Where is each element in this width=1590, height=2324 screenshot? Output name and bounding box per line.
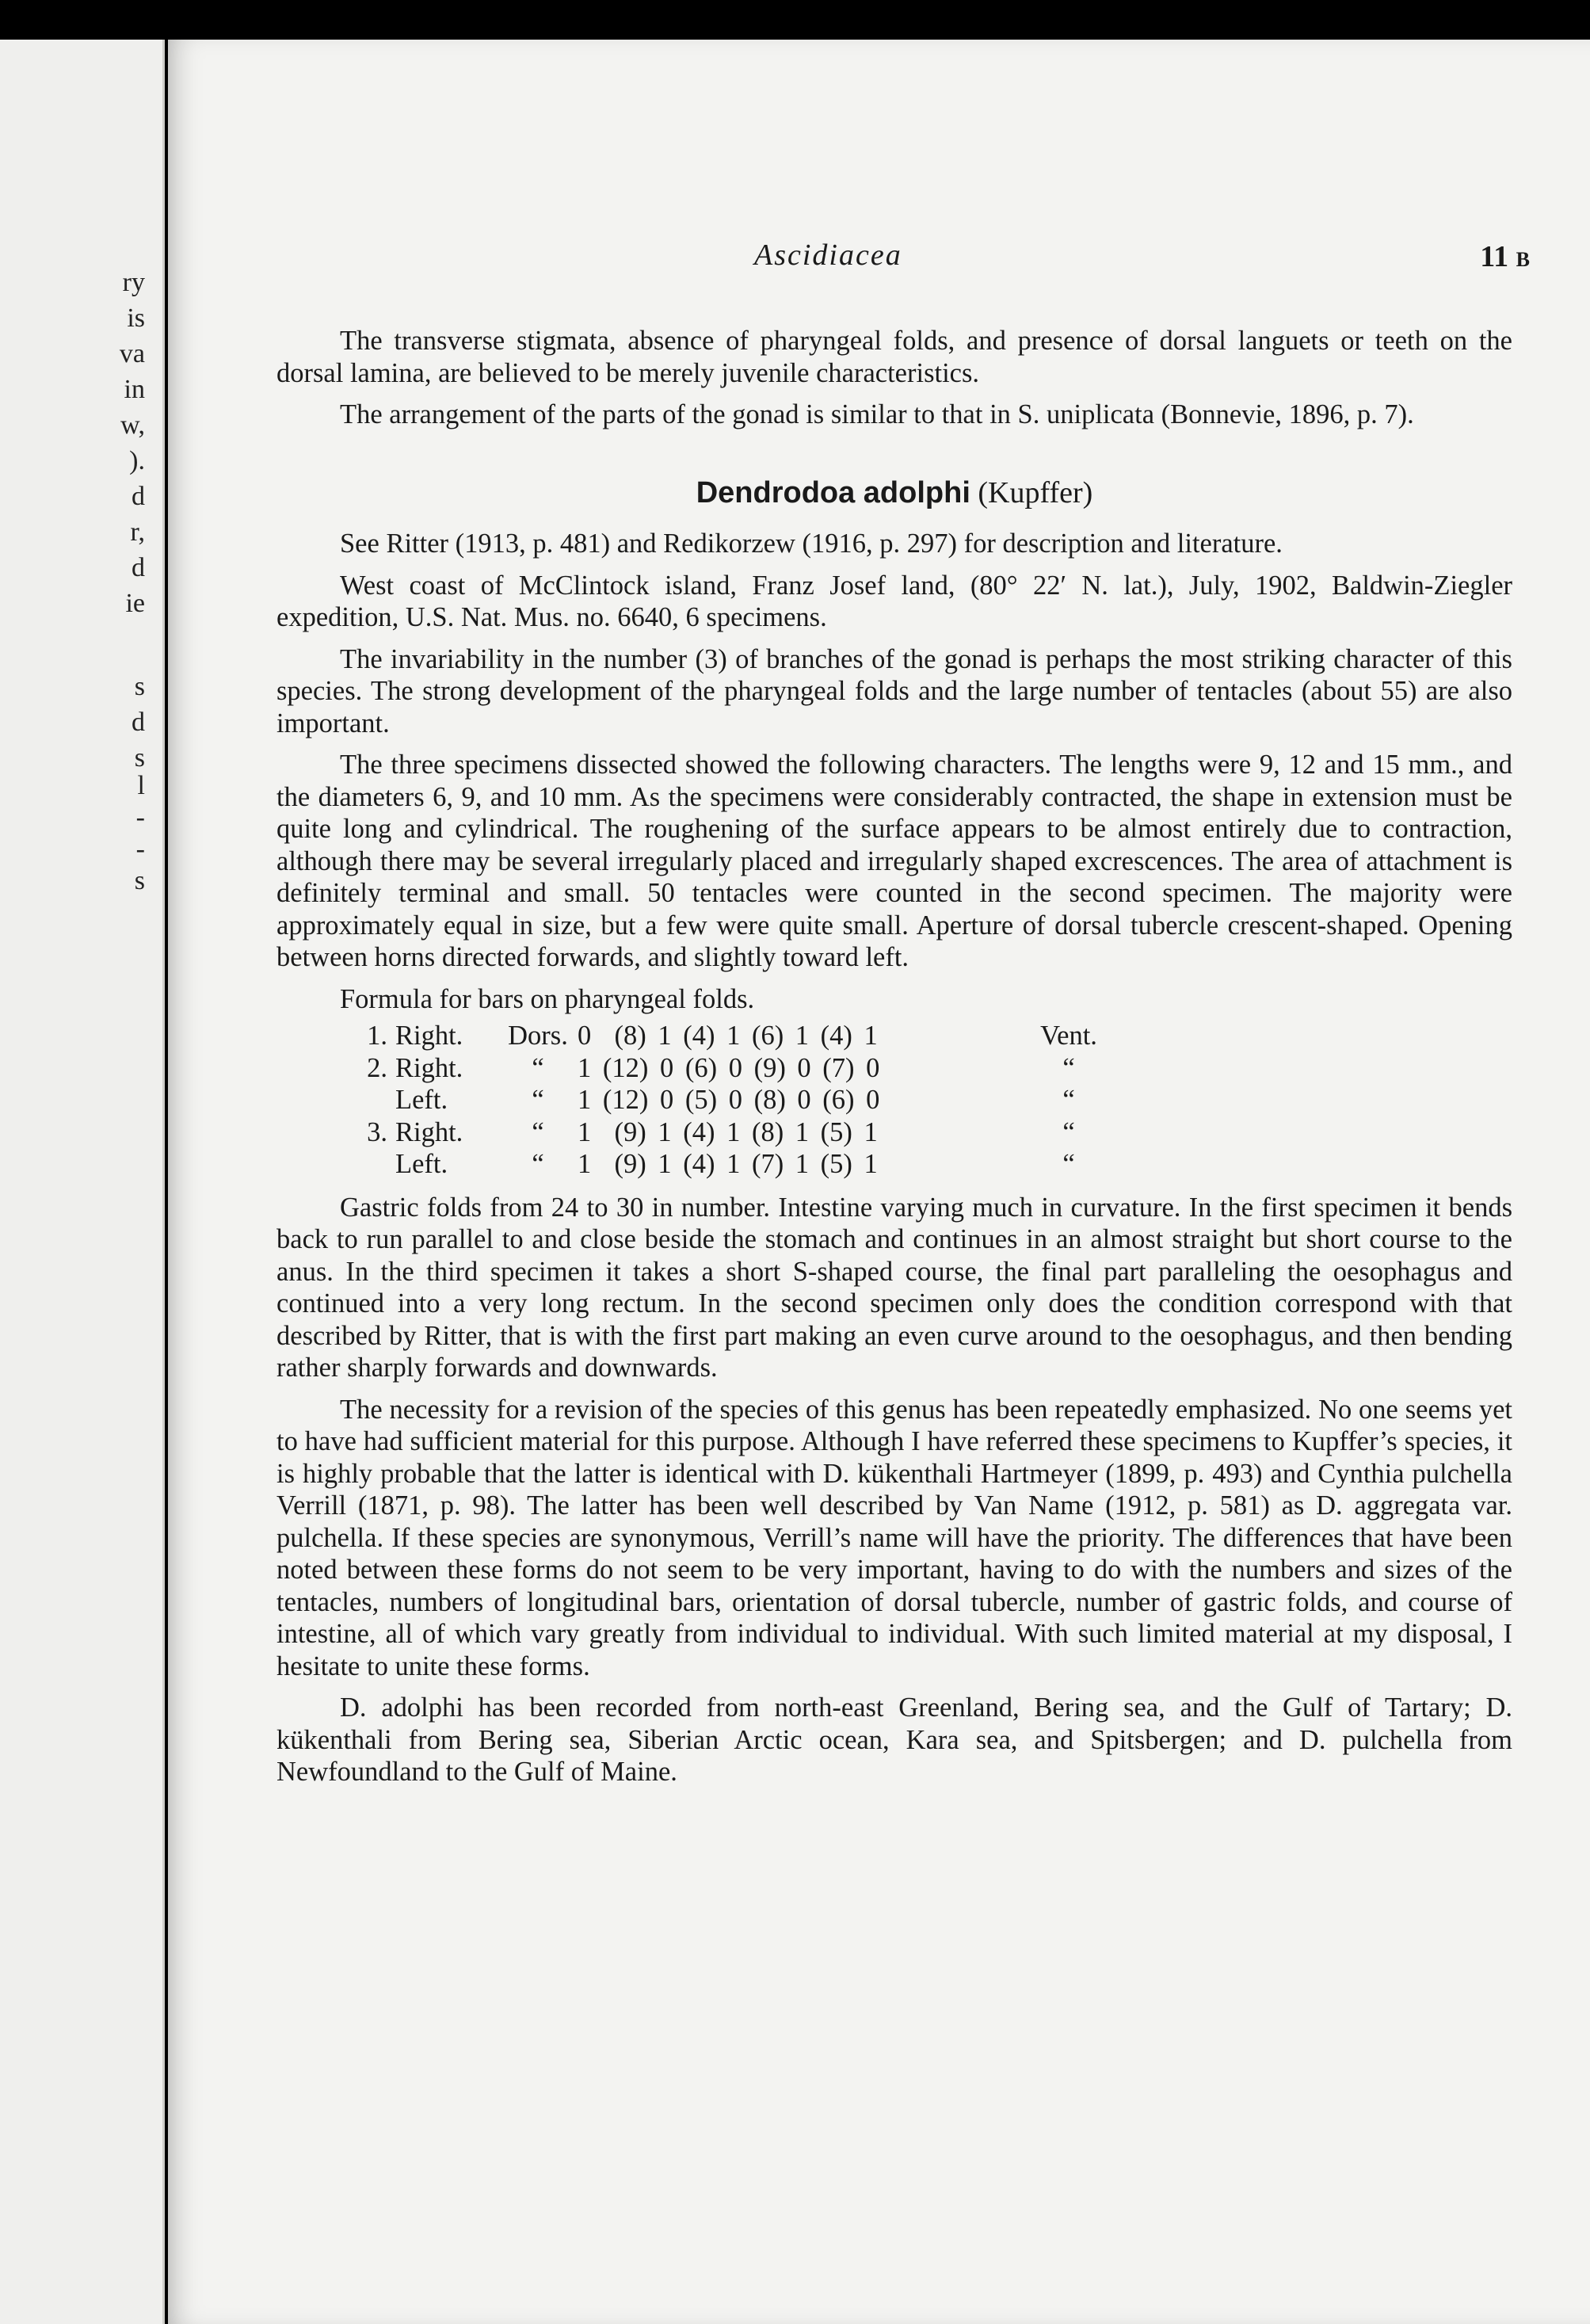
- formula-side: Right.: [395, 1052, 463, 1083]
- species-author: (Kupffer): [978, 475, 1093, 509]
- formula-table: [340, 1020, 1512, 1181]
- formula-ventral: “: [1062, 1052, 1075, 1083]
- formula-side: Left.: [395, 1149, 448, 1179]
- left-page-fragment: w,: [120, 410, 145, 440]
- left-page-fragment: l: [137, 771, 145, 800]
- left-page-fragment: ).: [129, 446, 145, 475]
- page-number: [1480, 239, 1530, 274]
- left-page-fragment: d: [132, 553, 145, 582]
- formula-sequence: 1 (9) 1 (4) 1 (8) 1 (5) 1: [578, 1116, 878, 1147]
- formula-row: [340, 1020, 1512, 1052]
- paragraph: The arrangement of the parts of the gonad is similar to that in S. uniplicata (Bonnevie, 1896, p. 7).: [340, 399, 1414, 429]
- formula-row: [340, 1052, 1512, 1085]
- left-page-fragment: ry: [122, 268, 145, 297]
- left-page-fragment: ie: [125, 589, 145, 618]
- left-page-fragment: -: [135, 803, 145, 832]
- formula-ventral: “: [1062, 1116, 1075, 1147]
- formula-specimen: 3.: [367, 1116, 387, 1147]
- left-page-fragment: r,: [130, 517, 145, 547]
- running-title: Ascidiacea: [754, 239, 902, 272]
- left-page-fragment: is: [127, 303, 145, 333]
- formula-specimen: [340, 1148, 395, 1181]
- formula-specimen: 2.: [367, 1052, 387, 1083]
- paragraph: The transverse stigmata, absence of pharyngeal folds, and presence of dorsal languets or teeth on the dorsal lamina, are believed to be merely juvenile characteristics.: [276, 326, 1512, 388]
- left-page-fragment: va: [119, 339, 145, 368]
- formula-specimen: [340, 1084, 395, 1116]
- paragraph: West coast of McClintock island, Franz Josef land, (80° 22′ N. lat.), July, 1902, Baldwin-Ziegler expedition, U.S. Nat. Mus. no. 6640, 6 specimens.: [276, 570, 1512, 632]
- formula-dorsal: Dors.: [508, 1021, 568, 1051]
- left-page-fragment: -: [135, 834, 145, 864]
- formula-ventral: “: [1062, 1085, 1075, 1115]
- formula-sequence: 1 (12) 0 (5) 0 (8) 0 (6) 0: [578, 1085, 880, 1115]
- formula-sequence: 1 (9) 1 (4) 1 (7) 1 (5) 1: [578, 1149, 878, 1179]
- formula-ventral: “: [1062, 1149, 1075, 1179]
- paragraph: Gastric folds from 24 to 30 in number. Intestine varying much in curvature. In the first specimen it bends back to run parallel to and close beside the stomach and continues in an almost straight but short course to the anus. In the third specimen it takes a short S-shaped course, the final part paralleling the oesophagus and continued into a very long rectum. In the second specimen only does the condition correspond with that described by Ritter, that is with the first part making an even curve around to the oesophagus, and then bending rather sharply forwards and downwards.: [276, 1192, 1512, 1383]
- left-page-fragment: s: [134, 743, 145, 773]
- species-name: Dendrodoa adolphi: [696, 475, 970, 509]
- formula-side: Right.: [395, 1021, 463, 1051]
- left-page-fragment: s: [134, 866, 145, 895]
- scanned-page: [168, 40, 1590, 2324]
- paragraph: D. adolphi has been recorded from north-east Greenland, Bering sea, and the Gulf of Tartary; D. kükenthali from Bering sea, Siberian Arctic ocean, Kara sea, and Spitsbergen; and D. pulchella from Newfoundland to the Gulf of Maine.: [276, 1692, 1512, 1787]
- page-number-value: 11: [1480, 240, 1509, 273]
- paragraph: The invariability in the number (3) of branches of the gonad is perhaps the most striking character of this species. The strong development of the pharyngeal folds and the large number of tentacles (about 55) are also important.: [276, 643, 1512, 738]
- left-page-fragment: d: [132, 708, 145, 737]
- formula-dorsal: “: [532, 1085, 544, 1115]
- paragraph: The three specimens dissected showed the following characters. The lengths were 9, 12 and 15 mm., and the diameters 6, 9, and 10 mm. As the specimens were considerably contracted, the shape in extension must be quite long and cylindrical. The roughening of the surface appears to be almost entirely due to contraction, although there may be several irregularly placed and irregularly shaped excrescences. The area of attachment is definitely terminal and small. 50 tentacles were counted in the second specimen. The majority were approximately equal in size, but a few were quite small. Aperture of dorsal tubercle crescent-shaped. Opening between horns directed forwards, and slightly toward left.: [276, 750, 1512, 972]
- left-page-fragment: d: [132, 482, 145, 511]
- formula-side: Left.: [395, 1085, 448, 1115]
- formula-dorsal: “: [532, 1052, 544, 1083]
- paragraph: See Ritter (1913, p. 481) and Redikorzew (1916, p. 297) for description and literature.: [340, 529, 1283, 559]
- formula-sequence: 0 (8) 1 (4) 1 (6) 1 (4) 1: [578, 1021, 878, 1051]
- left-page-fragment: in: [124, 375, 145, 404]
- left-page-fragment: s: [134, 672, 145, 701]
- formula-dorsal: “: [532, 1149, 544, 1179]
- page-number-suffix: B: [1516, 248, 1530, 271]
- formula-row: [340, 1148, 1512, 1181]
- left-facing-page: [0, 40, 165, 2324]
- page-body: [276, 325, 1512, 1798]
- formula-specimen: 1.: [367, 1021, 387, 1051]
- formula-row: [340, 1116, 1512, 1149]
- formula-caption: Formula for bars on pharyngeal folds.: [340, 983, 755, 1014]
- species-heading: [276, 477, 1512, 509]
- formula-sequence: 1 (12) 0 (6) 0 (9) 0 (7) 0: [578, 1052, 880, 1083]
- paragraph: The necessity for a revision of the species of this genus has been repeatedly emphasized. No one seems yet to have had sufficient material for this purpose. Although I have referred these specimens to Kupffer’s species, it is highly probable that the latter is identical with D. kükenthali Hartmeyer (1899, p. 493) and Cynthia pulchella Verrill (1871, p. 98). The latter has been well described by Van Name (1912, p. 581) as D. aggregata var. pulchella. If these species are synonymous, Verrill’s name will have the priority. The differences that have been noted between these forms do not seem to be very important, having to do with the numbers and sizes of the tentacles, numbers of longitudinal bars, orientation of dorsal tubercle, number of gastric folds, and course of intestine, all of which vary greatly from individual to individual. With such limited material at my disposal, I hesitate to unite these forms.: [276, 1394, 1512, 1681]
- formula-row: [340, 1084, 1512, 1116]
- formula-side: Right.: [395, 1116, 463, 1147]
- formula-dorsal: “: [532, 1116, 544, 1147]
- page-header: [168, 238, 1590, 277]
- formula-ventral: Vent.: [1040, 1021, 1097, 1051]
